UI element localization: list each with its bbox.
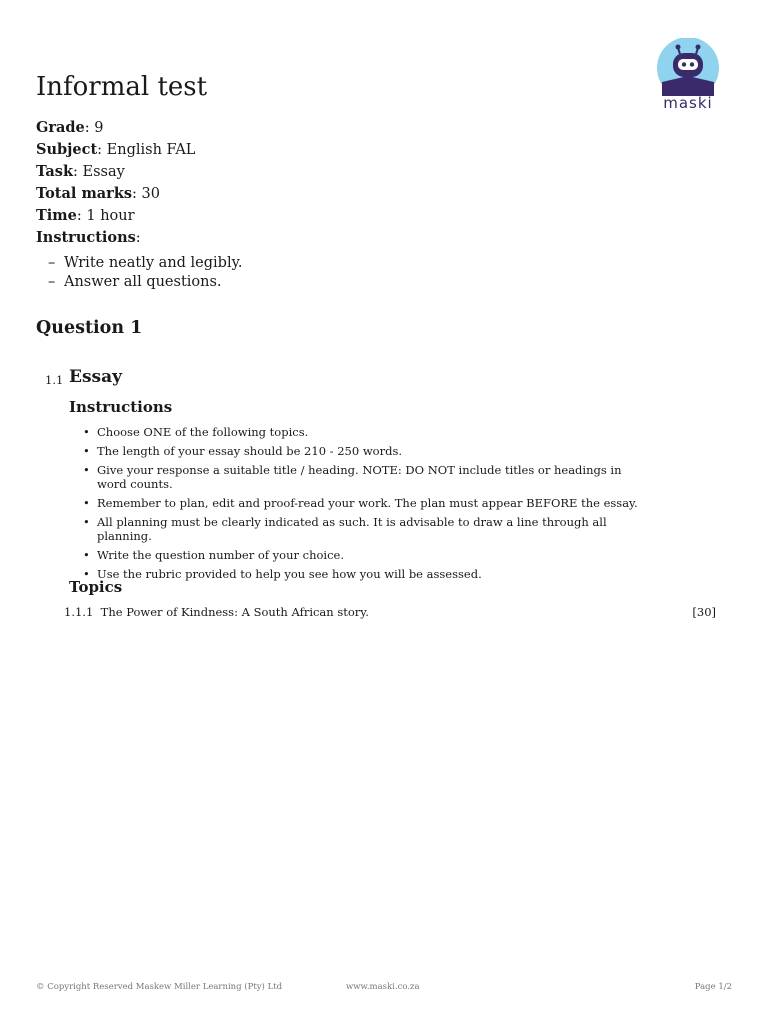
list-item: • Write the question number of your choice.: [80, 548, 650, 562]
topic-marks: [30]: [692, 605, 716, 619]
list-item: • Choose ONE of the following topics.: [80, 425, 650, 439]
grade-row: [36, 117, 195, 139]
list-item: • Use the rubric provided to help you see how you will be assessed.: [80, 567, 650, 581]
topic-number: 1.1.1: [64, 605, 94, 619]
footer-copyright: © Copyright Reserved Maskew Miller Learning (Pty) Ltd: [36, 982, 283, 992]
topic-text: The Power of Kindness: A South African story.: [100, 605, 369, 619]
essay-instructions-heading: Instructions: [69, 398, 173, 416]
list-item: • The length of your essay should be 210 - 250 words.: [80, 444, 650, 458]
time-label: Time: [36, 207, 77, 224]
section-title: Essay: [69, 367, 122, 387]
instructions-colon: :: [135, 230, 141, 246]
grade-label: Grade: [36, 119, 85, 136]
section-number: 1.1: [45, 373, 64, 387]
document-title: Informal test: [36, 72, 208, 102]
instructions-row: [36, 227, 195, 249]
total-marks-value: : 30: [132, 186, 160, 202]
list-item: • Give your response a suitable title / heading. NOTE: DO NOT include titles or headings in word counts.: [80, 463, 650, 491]
essay-instructions-list: [80, 425, 650, 586]
task-value: : Essay: [73, 164, 125, 180]
footer-page-number: Page 1/2: [694, 982, 732, 992]
question-heading: Question 1: [36, 318, 143, 338]
list-item: – Write neatly and legibly.: [48, 254, 242, 273]
grade-value: : 9: [84, 120, 104, 136]
list-item: • All planning must be clearly indicated as such. It is advisable to draw a line through all planning.: [80, 515, 650, 543]
footer-website: www.maski.co.za: [346, 982, 420, 992]
list-item: • Remember to plan, edit and proof-read your work. The plan must appear BEFORE the essay.: [80, 496, 650, 510]
time-row: [36, 205, 195, 227]
topic-row: [64, 605, 716, 619]
subject-row: [36, 139, 195, 161]
time-value: : 1 hour: [76, 208, 135, 224]
maski-logo: [654, 38, 724, 118]
total-marks-label: Total marks: [36, 185, 133, 202]
instructions-label: Instructions: [36, 229, 136, 246]
total-marks-row: [36, 183, 195, 205]
task-label: Task: [36, 163, 74, 180]
subject-label: Subject: [36, 141, 98, 158]
logo-wordmark: maski: [663, 94, 713, 112]
subject-value: : English FAL: [97, 142, 196, 158]
task-row: [36, 161, 195, 183]
general-instructions-list: [48, 254, 242, 292]
topics-heading: Topics: [69, 578, 123, 596]
list-item: – Answer all questions.: [48, 273, 242, 292]
robot-reading-icon: [654, 38, 722, 96]
test-details: [36, 117, 195, 249]
